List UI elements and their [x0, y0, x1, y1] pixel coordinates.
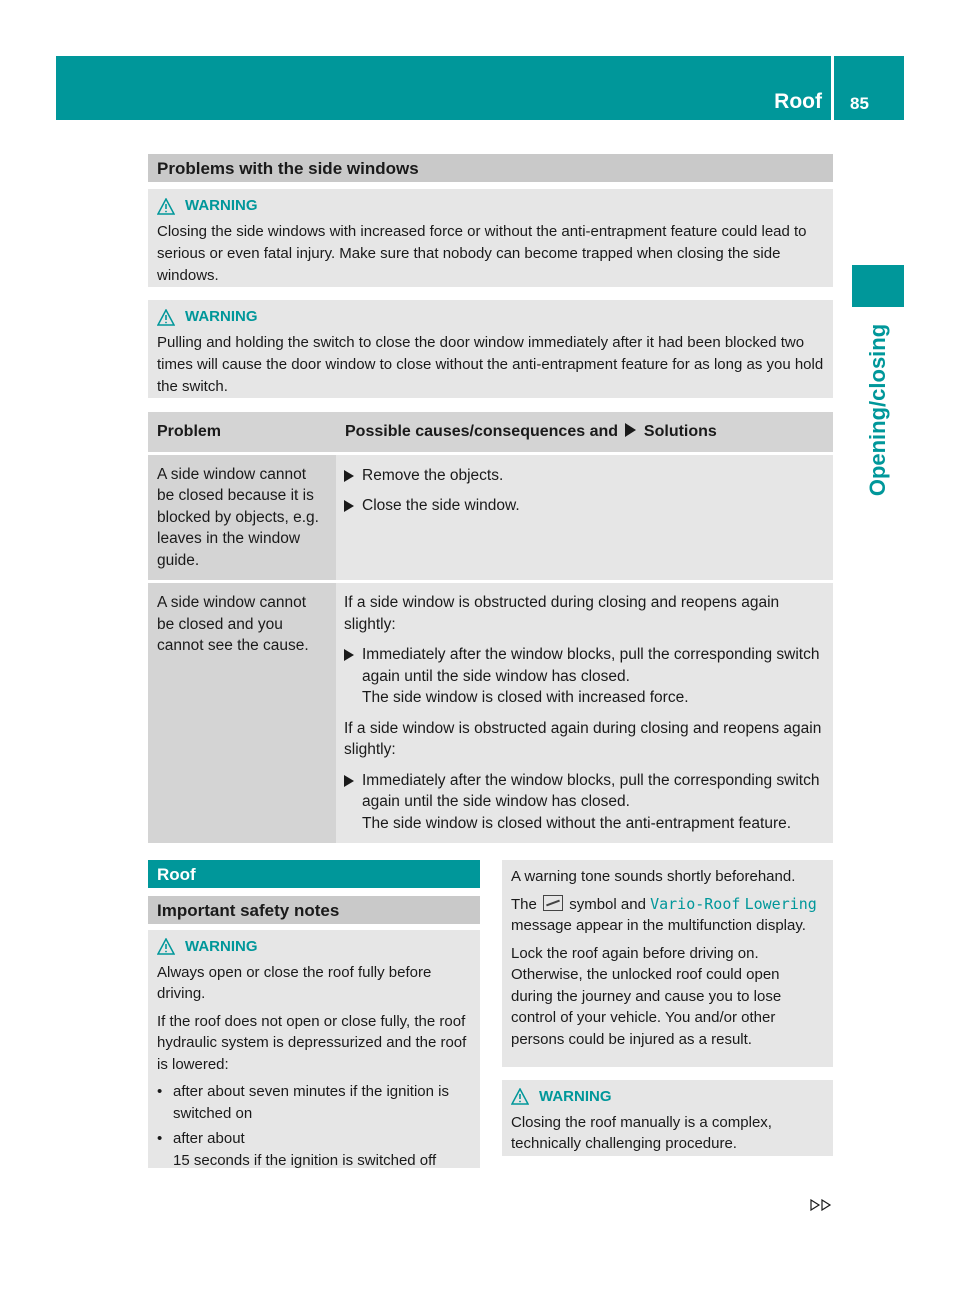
paragraph: [511, 894, 824, 937]
step-text: Immediately after the window blocks, pull the corresponding switch again until the side window has closed.: [362, 771, 820, 810]
step-item: [344, 465, 825, 487]
arrow-right-icon: [344, 649, 354, 661]
step-item: [344, 495, 825, 517]
warning-text: Pulling and holding the switch to close the door window immediately after it had been blocked two times will cause the door window to close without the anti-entrapment feature for as long as you hold the switch.: [157, 334, 824, 395]
step-item: [344, 770, 825, 835]
problem-solution-table: [148, 412, 833, 843]
warning-box-2: [148, 300, 833, 398]
section-heading-roof: Roof: [148, 860, 480, 888]
display-message: Vario-Roof: [650, 894, 741, 913]
table-row: [148, 455, 833, 581]
inline-text: The: [511, 895, 537, 913]
page-number: 85: [850, 94, 869, 113]
side-tab-marker: [852, 265, 904, 307]
roof-info-box: [502, 860, 833, 1067]
paragraph: Closing the roof manually is a complex, technically challenging procedure.: [511, 1113, 772, 1152]
list-item: • after about seven minutes if the ignition is switched on: [157, 1081, 471, 1124]
warning-box-1: [148, 189, 833, 287]
step-text: Remove the objects.: [362, 466, 504, 484]
arrow-right-icon: [344, 470, 354, 482]
warning-text: Closing the side windows with increased force or without the anti-entrapment feature could lead to serious or even fatal injury. Make sure that nobody can become trapped when closing the side windows.: [157, 223, 807, 284]
arrow-right-icon: [344, 500, 354, 512]
list-item-text: 15 seconds if the ignition is switched off: [173, 1151, 437, 1169]
warning-triangle-icon: [157, 198, 175, 215]
table-row: [148, 583, 833, 843]
step-result: The side window is closed with increased force.: [362, 689, 689, 706]
arrow-right-icon: [625, 423, 636, 437]
problem-cell: A side window cannot be closed and you cannot see the cause.: [148, 583, 336, 843]
section-heading-side-windows: Problems with the side windows: [148, 154, 833, 182]
side-tab-label: Opening/closing: [865, 323, 890, 497]
warning-title-text: WARNING: [185, 938, 258, 955]
roof-warning-box: [148, 930, 480, 1168]
table-header-row: [148, 412, 833, 452]
paragraph: Always open or close the roof fully before driving.: [157, 963, 432, 1002]
header-solutions-label: Solutions: [643, 423, 717, 440]
problem-cell: A side window cannot be closed because it is blocked by objects, e.g. leaves in the window guide.: [148, 455, 336, 581]
step-result: The side window is closed without the anti-entrapment feature.: [362, 814, 792, 832]
warning-title-text: WARNING: [185, 308, 258, 325]
roof-warning-box-2: [502, 1080, 833, 1156]
paragraph: A warning tone sounds shortly beforehand.: [511, 868, 796, 885]
warning-triangle-icon: [157, 309, 175, 326]
continue-arrows-icon: [810, 1198, 832, 1214]
list-item-text: after about seven minutes if the ignition is switched on: [173, 1083, 449, 1122]
header-section-title: Roof: [774, 90, 822, 113]
list-item-text: after about: [173, 1130, 245, 1147]
arrow-right-icon: [344, 775, 354, 787]
display-message: Lowering: [744, 894, 817, 913]
header-solutions-text: Possible causes/consequences and: [345, 423, 619, 440]
inline-text: symbol and: [569, 895, 646, 913]
warning-title: [157, 195, 824, 217]
step-item: [344, 644, 825, 709]
header-divider: [831, 56, 834, 120]
header-solutions: [336, 412, 833, 452]
paragraph: If a side window is obstructed again during closing and reopens again slightly:: [344, 719, 822, 758]
warning-title: [157, 306, 824, 328]
paragraph: Lock the roof again before driving on. Otherwise, the unlocked roof could open during the journey and cause you to lose control of your vehicle. You and/or other persons could be injured as a result.: [511, 944, 782, 1048]
step-text: Close the side window.: [362, 497, 520, 514]
solution-cell: [336, 455, 833, 581]
paragraph: If a side window is obstructed during closing and reopens again slightly:: [344, 594, 780, 633]
solution-cell: [336, 583, 833, 843]
inline-text: message appear in the multifunction display.: [511, 917, 806, 934]
warning-triangle-icon: [511, 1088, 529, 1105]
warning-triangle-icon: [157, 938, 175, 955]
warning-title: [511, 1086, 824, 1108]
header-problem: Problem: [148, 412, 336, 452]
subsection-heading-safety: Important safety notes: [148, 896, 480, 924]
roof-lowering-symbol-icon: [543, 895, 563, 911]
list-item: • after about 15 seconds if the ignition is switched off: [157, 1130, 437, 1169]
step-text: Immediately after the window blocks, pull the corresponding switch again until the side window has closed.: [362, 646, 820, 685]
warning-title-text: WARNING: [185, 197, 258, 214]
warning-title: [157, 936, 471, 958]
paragraph: If the roof does not open or close fully, the roof hydraulic system is depressurized and the roof is lowered:: [157, 1012, 467, 1073]
warning-title-text: WARNING: [539, 1088, 612, 1105]
